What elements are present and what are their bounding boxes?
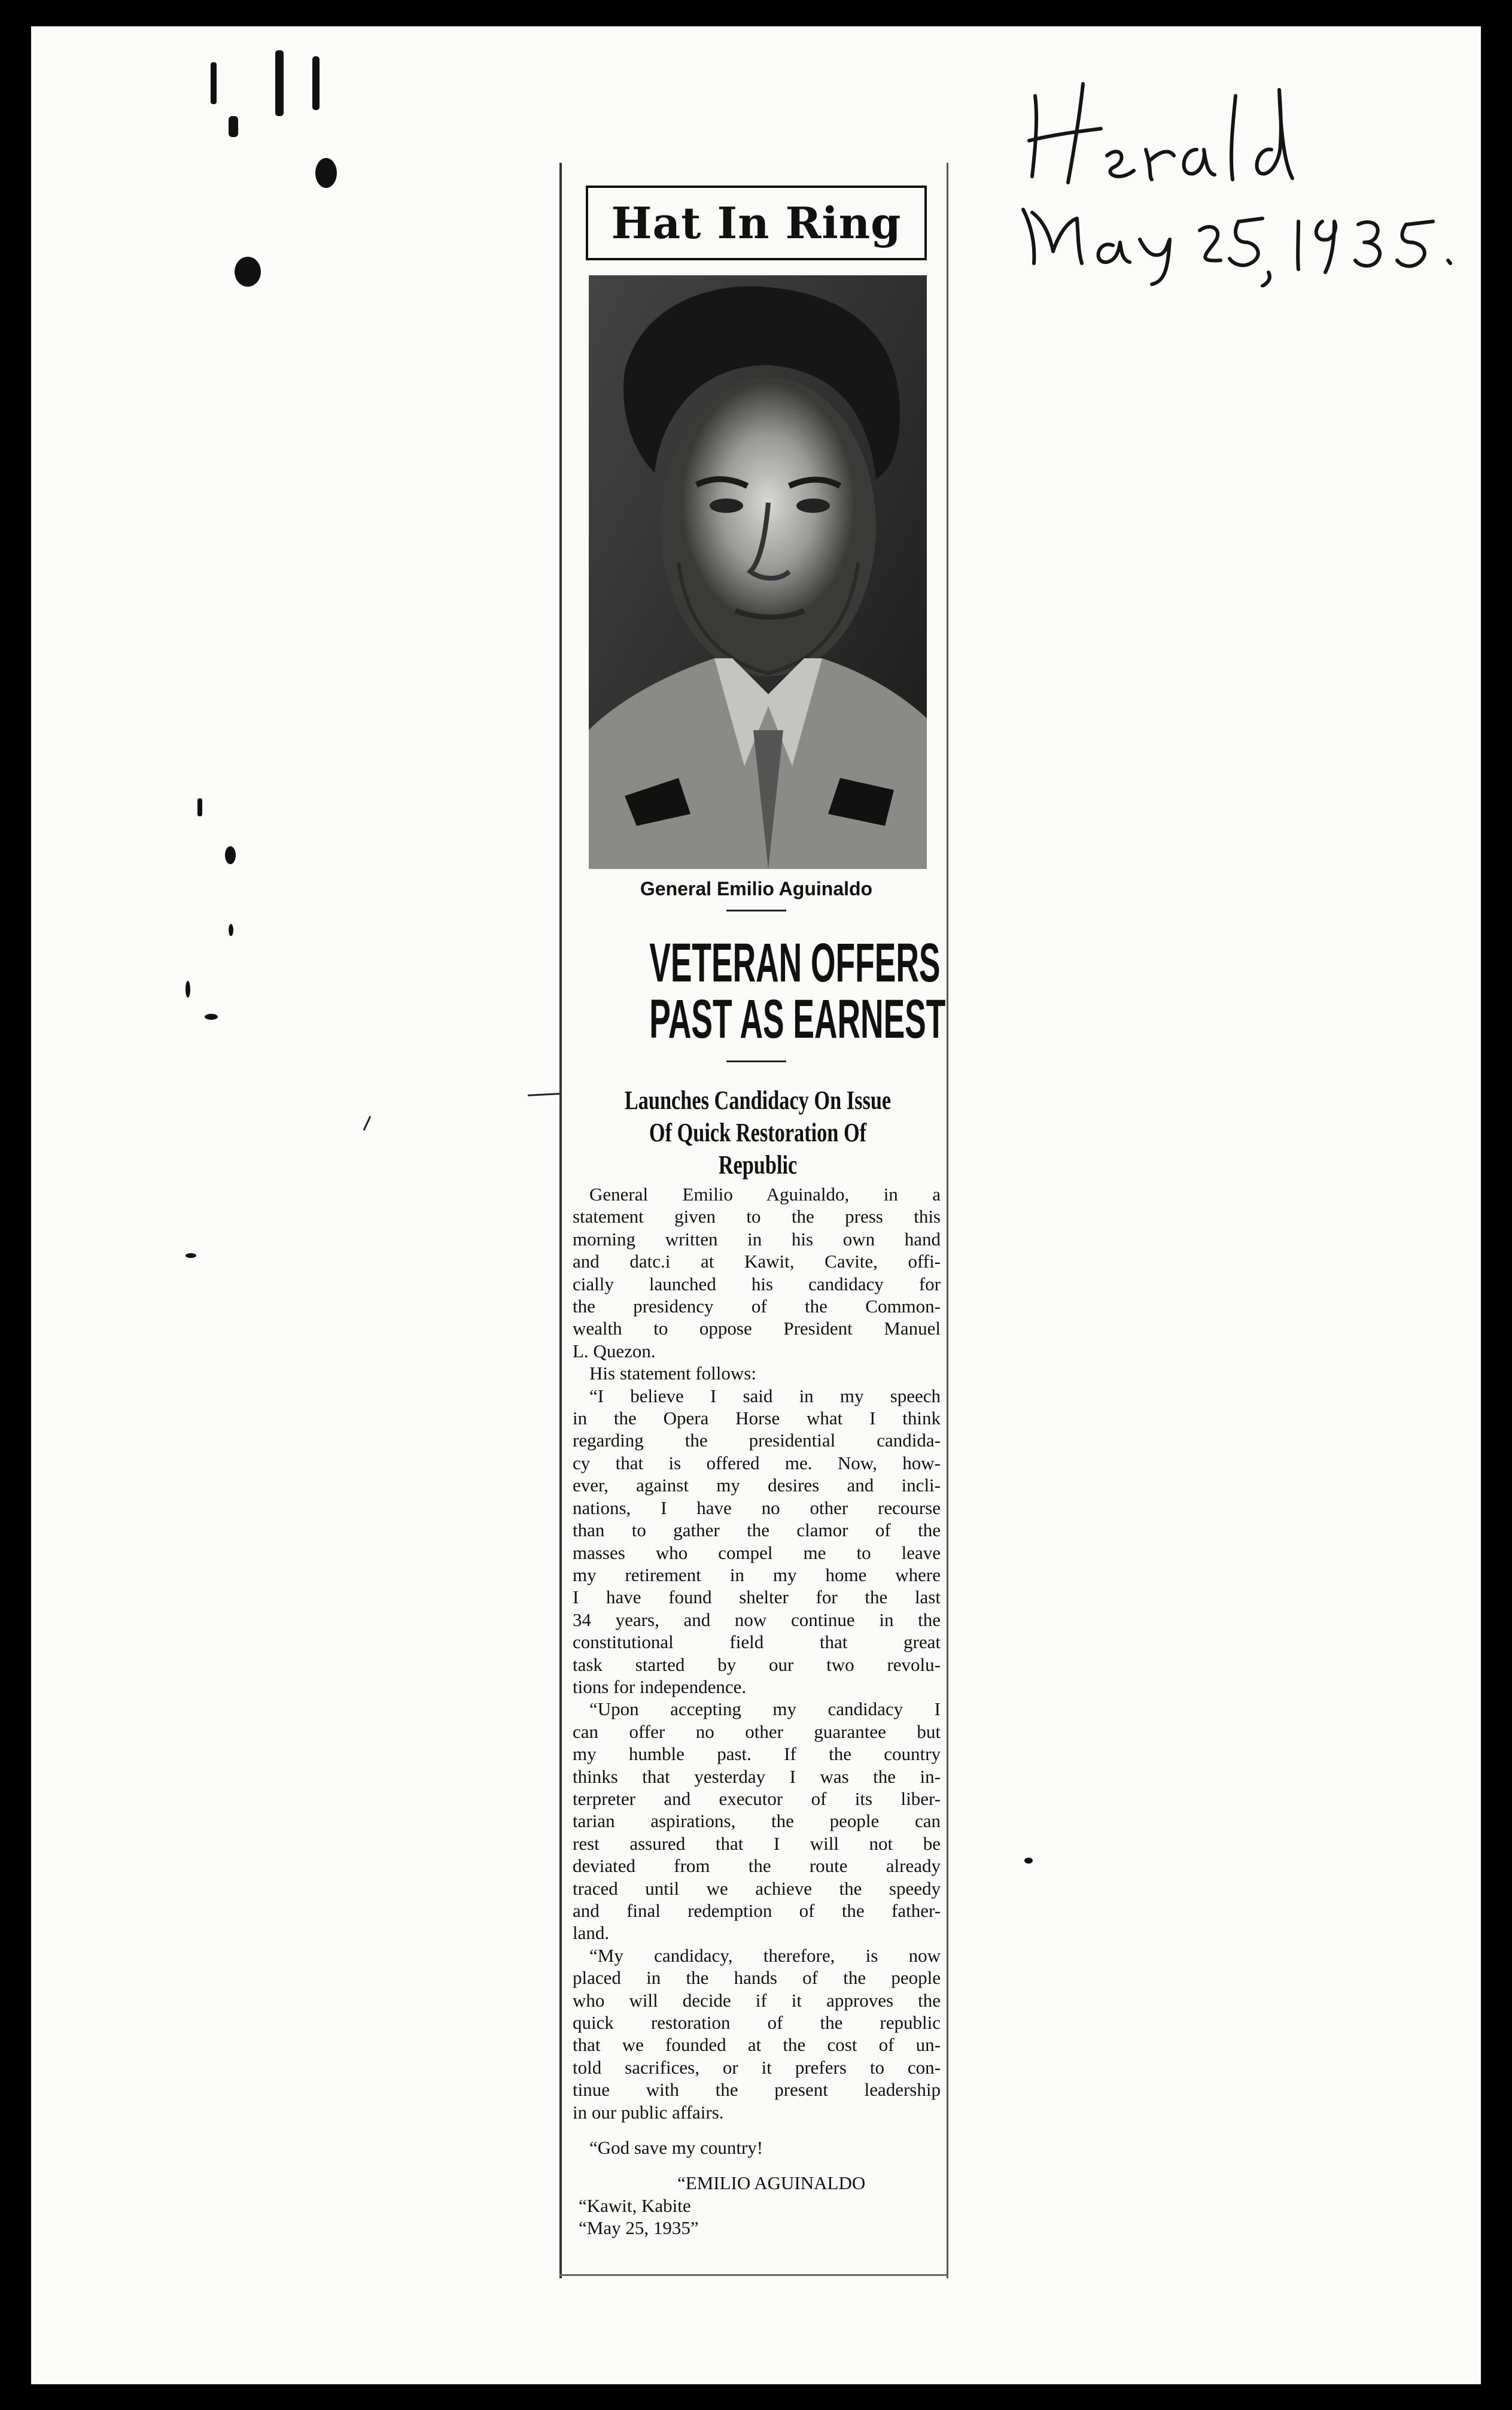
ink-smudge [225, 846, 236, 864]
body-line: regarding the presidential candida- [573, 1430, 941, 1451]
ink-smudge [229, 116, 238, 137]
clipping-bottom-edge [559, 2274, 948, 2276]
portrait-image [589, 275, 927, 869]
body-line: task started by our two revolu- [573, 1654, 941, 1675]
body-line: “My candidacy, therefore, is now [589, 1944, 941, 1966]
body-line: who will decide if it approves the [573, 1989, 941, 2011]
signature-place: “Kawit, Kabite [579, 2195, 691, 2216]
body-line: General Emilio Aguinaldo, in a [589, 1184, 941, 1205]
body-line: statement given to the press this [573, 1206, 941, 1227]
ink-smudge [235, 257, 261, 287]
ink-smudge [211, 62, 217, 104]
handwritten-note [1017, 72, 1472, 287]
ink-smudge [229, 924, 233, 936]
body-line: than to gather the clamor of the [573, 1519, 941, 1541]
article-body [573, 1183, 941, 2239]
box-heading [586, 186, 927, 260]
paragraph-gap [573, 2159, 941, 2172]
headline-line: VETERAN OFFERS [649, 932, 941, 993]
ink-smudge [205, 1014, 218, 1020]
body-line: 34 years, and now continue in the [573, 1609, 941, 1630]
ink-smudge [185, 1253, 196, 1258]
body-line: I have found shelter for the last [573, 1587, 941, 1608]
body-line: thinks that yesterday I was the in- [573, 1765, 941, 1787]
body-line: can offer no other guarantee but [573, 1721, 941, 1742]
body-line: my humble past. If the country [573, 1743, 941, 1765]
body-line: deviated from the route already [573, 1855, 941, 1877]
subheadline-line: Launches Candidacy On Issue [624, 1086, 892, 1115]
body-line: that we founded at the cost of un- [573, 2034, 941, 2056]
box-heading-text: Hat In Ring [611, 197, 902, 248]
body-line: morning written in his own hand [573, 1228, 941, 1250]
subheadline-line: Republic [718, 1150, 798, 1180]
body-line: ever, against my desires and incli- [573, 1475, 941, 1496]
ink-smudge [185, 981, 190, 998]
body-line: land. [573, 1922, 610, 1944]
caption-rule [726, 910, 786, 911]
body-line: tions for independence. [573, 1676, 747, 1697]
ink-smudge [312, 56, 320, 110]
body-line: my retirement in my home where [573, 1564, 941, 1585]
ink-smudge [1024, 1858, 1033, 1864]
body-line: quick restoration of the republic [573, 2012, 941, 2034]
portrait-photo [589, 275, 927, 869]
body-line: in the Opera Horse what I think [573, 1408, 941, 1429]
body-line: traced until we achieve the speedy [573, 1877, 941, 1899]
body-line: L. Quezon. [573, 1340, 656, 1361]
subheadline-line: Of Quick Restoration Of [649, 1118, 867, 1147]
body-line: cy that is offered me. Now, how- [573, 1452, 941, 1473]
body-line: told sacrifices, or it prefers to con- [573, 2056, 941, 2078]
body-line: “God save my country! [589, 2137, 763, 2159]
ink-smudge [315, 158, 337, 188]
body-line: “I believe I said in my speech [589, 1385, 941, 1406]
body-line: nations, I have no other recourse [573, 1497, 941, 1518]
subheadline [574, 1084, 942, 1181]
ink-smudge [275, 50, 284, 116]
body-line: placed in the hands of the people [573, 1967, 941, 1989]
body-line: terpreter and executor of its liber- [573, 1788, 941, 1809]
body-line: His statement follows: [589, 1363, 756, 1384]
body-line: constitutional field that great [573, 1631, 941, 1653]
body-line: “Upon accepting my candidacy I [589, 1698, 941, 1720]
body-line: masses who compel me to leave [573, 1542, 941, 1563]
ink-smudge [197, 798, 202, 816]
body-line: rest assured that I will not be [573, 1832, 941, 1854]
headline-rule [726, 1060, 786, 1062]
newspaper-clipping [559, 163, 948, 2278]
body-line: tinue with the present leadership [573, 2079, 941, 2101]
headline [571, 932, 946, 1050]
body-line: cially launched his candidacy for [573, 1273, 941, 1294]
signature-date: “May 25, 1935” [579, 2217, 699, 2239]
body-line: in our public affairs. [573, 2101, 724, 2123]
body-line: the presidency of the Common- [573, 1296, 941, 1317]
body-line: wealth to oppose President Manuel [573, 1318, 941, 1339]
photo-caption: General Emilio Aguinaldo [640, 878, 873, 899]
headline-line: PAST AS EARNEST [649, 989, 946, 1050]
body-line: and final redemption of the father- [573, 1900, 941, 1921]
body-line: and datc.i at Kawit, Cavite, offi- [573, 1251, 941, 1272]
signature-name: “EMILIO AGUINALDO [677, 2172, 866, 2194]
handwritten-note-ink [1017, 72, 1472, 287]
pencil-mark [363, 1116, 372, 1131]
body-line: tarian aspirations, the people can [573, 1810, 941, 1832]
paragraph-gap [573, 2123, 941, 2137]
